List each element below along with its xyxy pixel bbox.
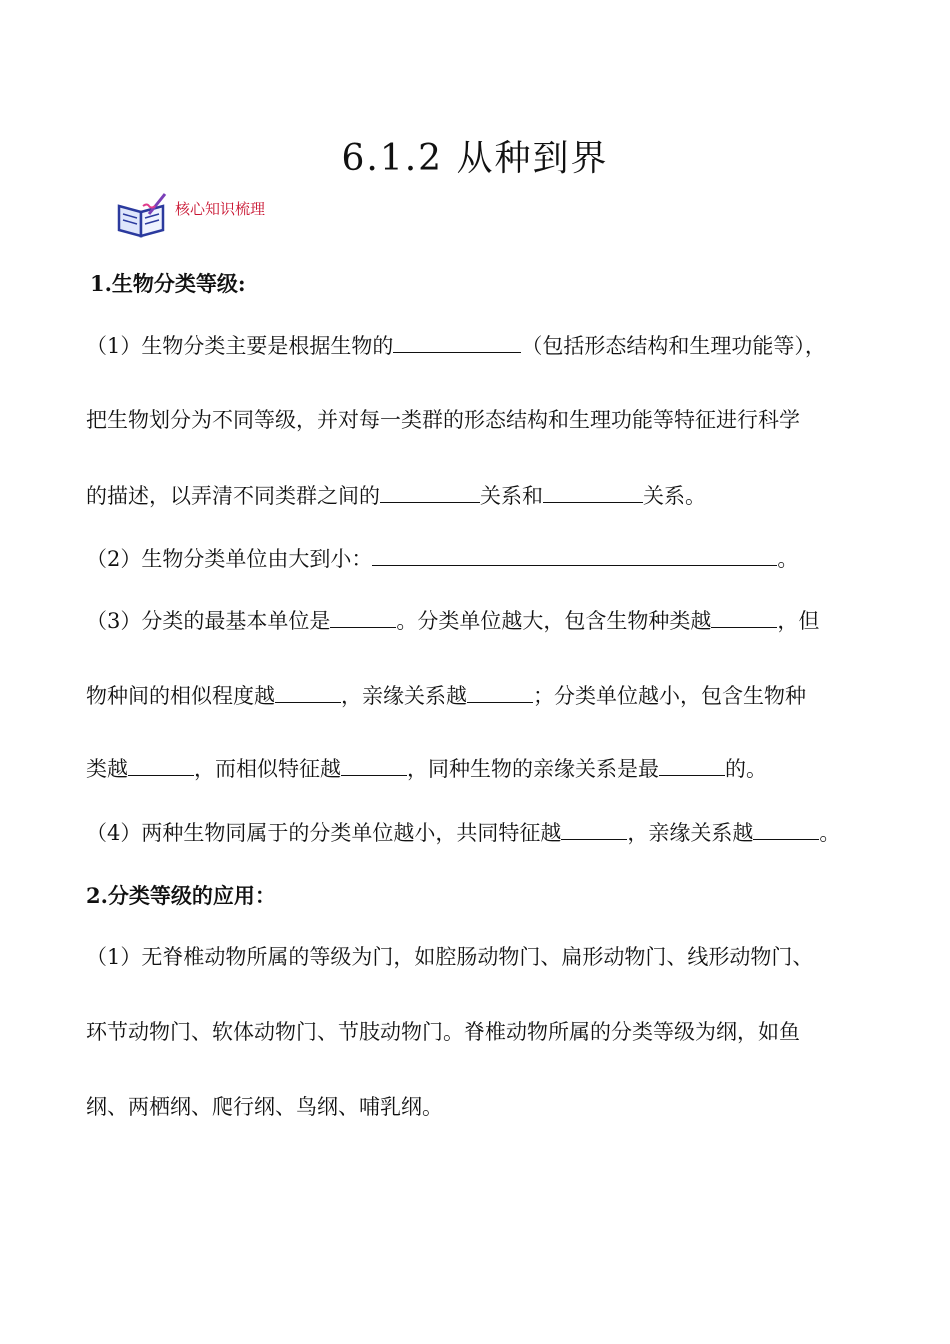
text: 。 — [777, 547, 799, 572]
s2-p1-line3: 纲、两栖纲、爬行纲、鸟纲、哺乳纲。 — [86, 1095, 443, 1119]
fill-blank[interactable] — [275, 680, 341, 703]
s1-p4 — [86, 817, 840, 847]
s1-p2 — [86, 543, 798, 573]
fill-blank[interactable] — [341, 753, 407, 776]
s1-p1-line1 — [86, 330, 826, 360]
text: （4）两种生物同属于的分类单位越小，共同特征越 — [86, 821, 562, 846]
text: 。分类单位越大，包含生物种类越 — [396, 609, 712, 634]
section2-heading: 2.分类等级的应用： — [86, 883, 276, 908]
s2-p1-line1: （1）无脊椎动物所属的等级为门，如腔肠动物门、扁形动物门、线形动物门、 — [86, 945, 814, 969]
s1-p3-line1 — [86, 605, 819, 635]
text: 类越 — [86, 757, 128, 782]
fill-blank[interactable] — [659, 753, 725, 776]
fill-blank[interactable] — [711, 605, 777, 628]
fill-blank[interactable] — [372, 543, 777, 566]
text: ，而相似特征越 — [194, 757, 341, 782]
text: 关系和 — [480, 484, 543, 509]
text: （包括形态结构和生理功能等）， — [521, 334, 826, 359]
s2-p1-line2: 环节动物门、软体动物门、节肢动物门。脊椎动物所属的分类等级为纲，如鱼 — [86, 1020, 800, 1044]
fill-blank[interactable] — [561, 817, 627, 840]
section1-heading: 1.生物分类等级: — [90, 271, 246, 296]
s1-p3-line3 — [86, 753, 767, 783]
fill-blank[interactable] — [330, 605, 396, 628]
text: 的描述，以弄清不同类群之间的 — [86, 484, 380, 509]
s1-p1-line2: 把生物划分为不同等级，并对每一类群的形态结构和生理功能等特征进行科学 — [86, 408, 800, 432]
open-book-icon — [115, 192, 169, 240]
text: 。 — [819, 821, 841, 846]
text: （3）分类的最基本单位是 — [86, 609, 331, 634]
text: 关系。 — [643, 484, 706, 509]
page-title: 6.1.2 从种到界 — [341, 138, 609, 179]
text: ；分类单位越小，包含生物种 — [533, 684, 806, 709]
badge-label: 核心知识梳理 — [175, 200, 266, 218]
text: （2）生物分类单位由大到小： — [86, 547, 373, 572]
text: ，但 — [777, 609, 820, 634]
fill-blank[interactable] — [380, 480, 480, 503]
fill-blank[interactable] — [467, 680, 533, 703]
fill-blank[interactable] — [128, 753, 194, 776]
text: ，同种生物的亲缘关系是最 — [407, 757, 659, 782]
text: 的。 — [725, 757, 767, 782]
fill-blank[interactable] — [393, 330, 521, 353]
text: （1）生物分类主要是根据生物的 — [86, 334, 394, 359]
text: ，亲缘关系越 — [341, 684, 467, 709]
s1-p3-line2 — [86, 680, 806, 710]
section-badge — [115, 192, 315, 242]
s1-p1-line3 — [86, 480, 706, 510]
text: 物种间的相似程度越 — [86, 684, 275, 709]
text: ，亲缘关系越 — [627, 821, 754, 846]
fill-blank[interactable] — [543, 480, 643, 503]
fill-blank[interactable] — [753, 817, 819, 840]
